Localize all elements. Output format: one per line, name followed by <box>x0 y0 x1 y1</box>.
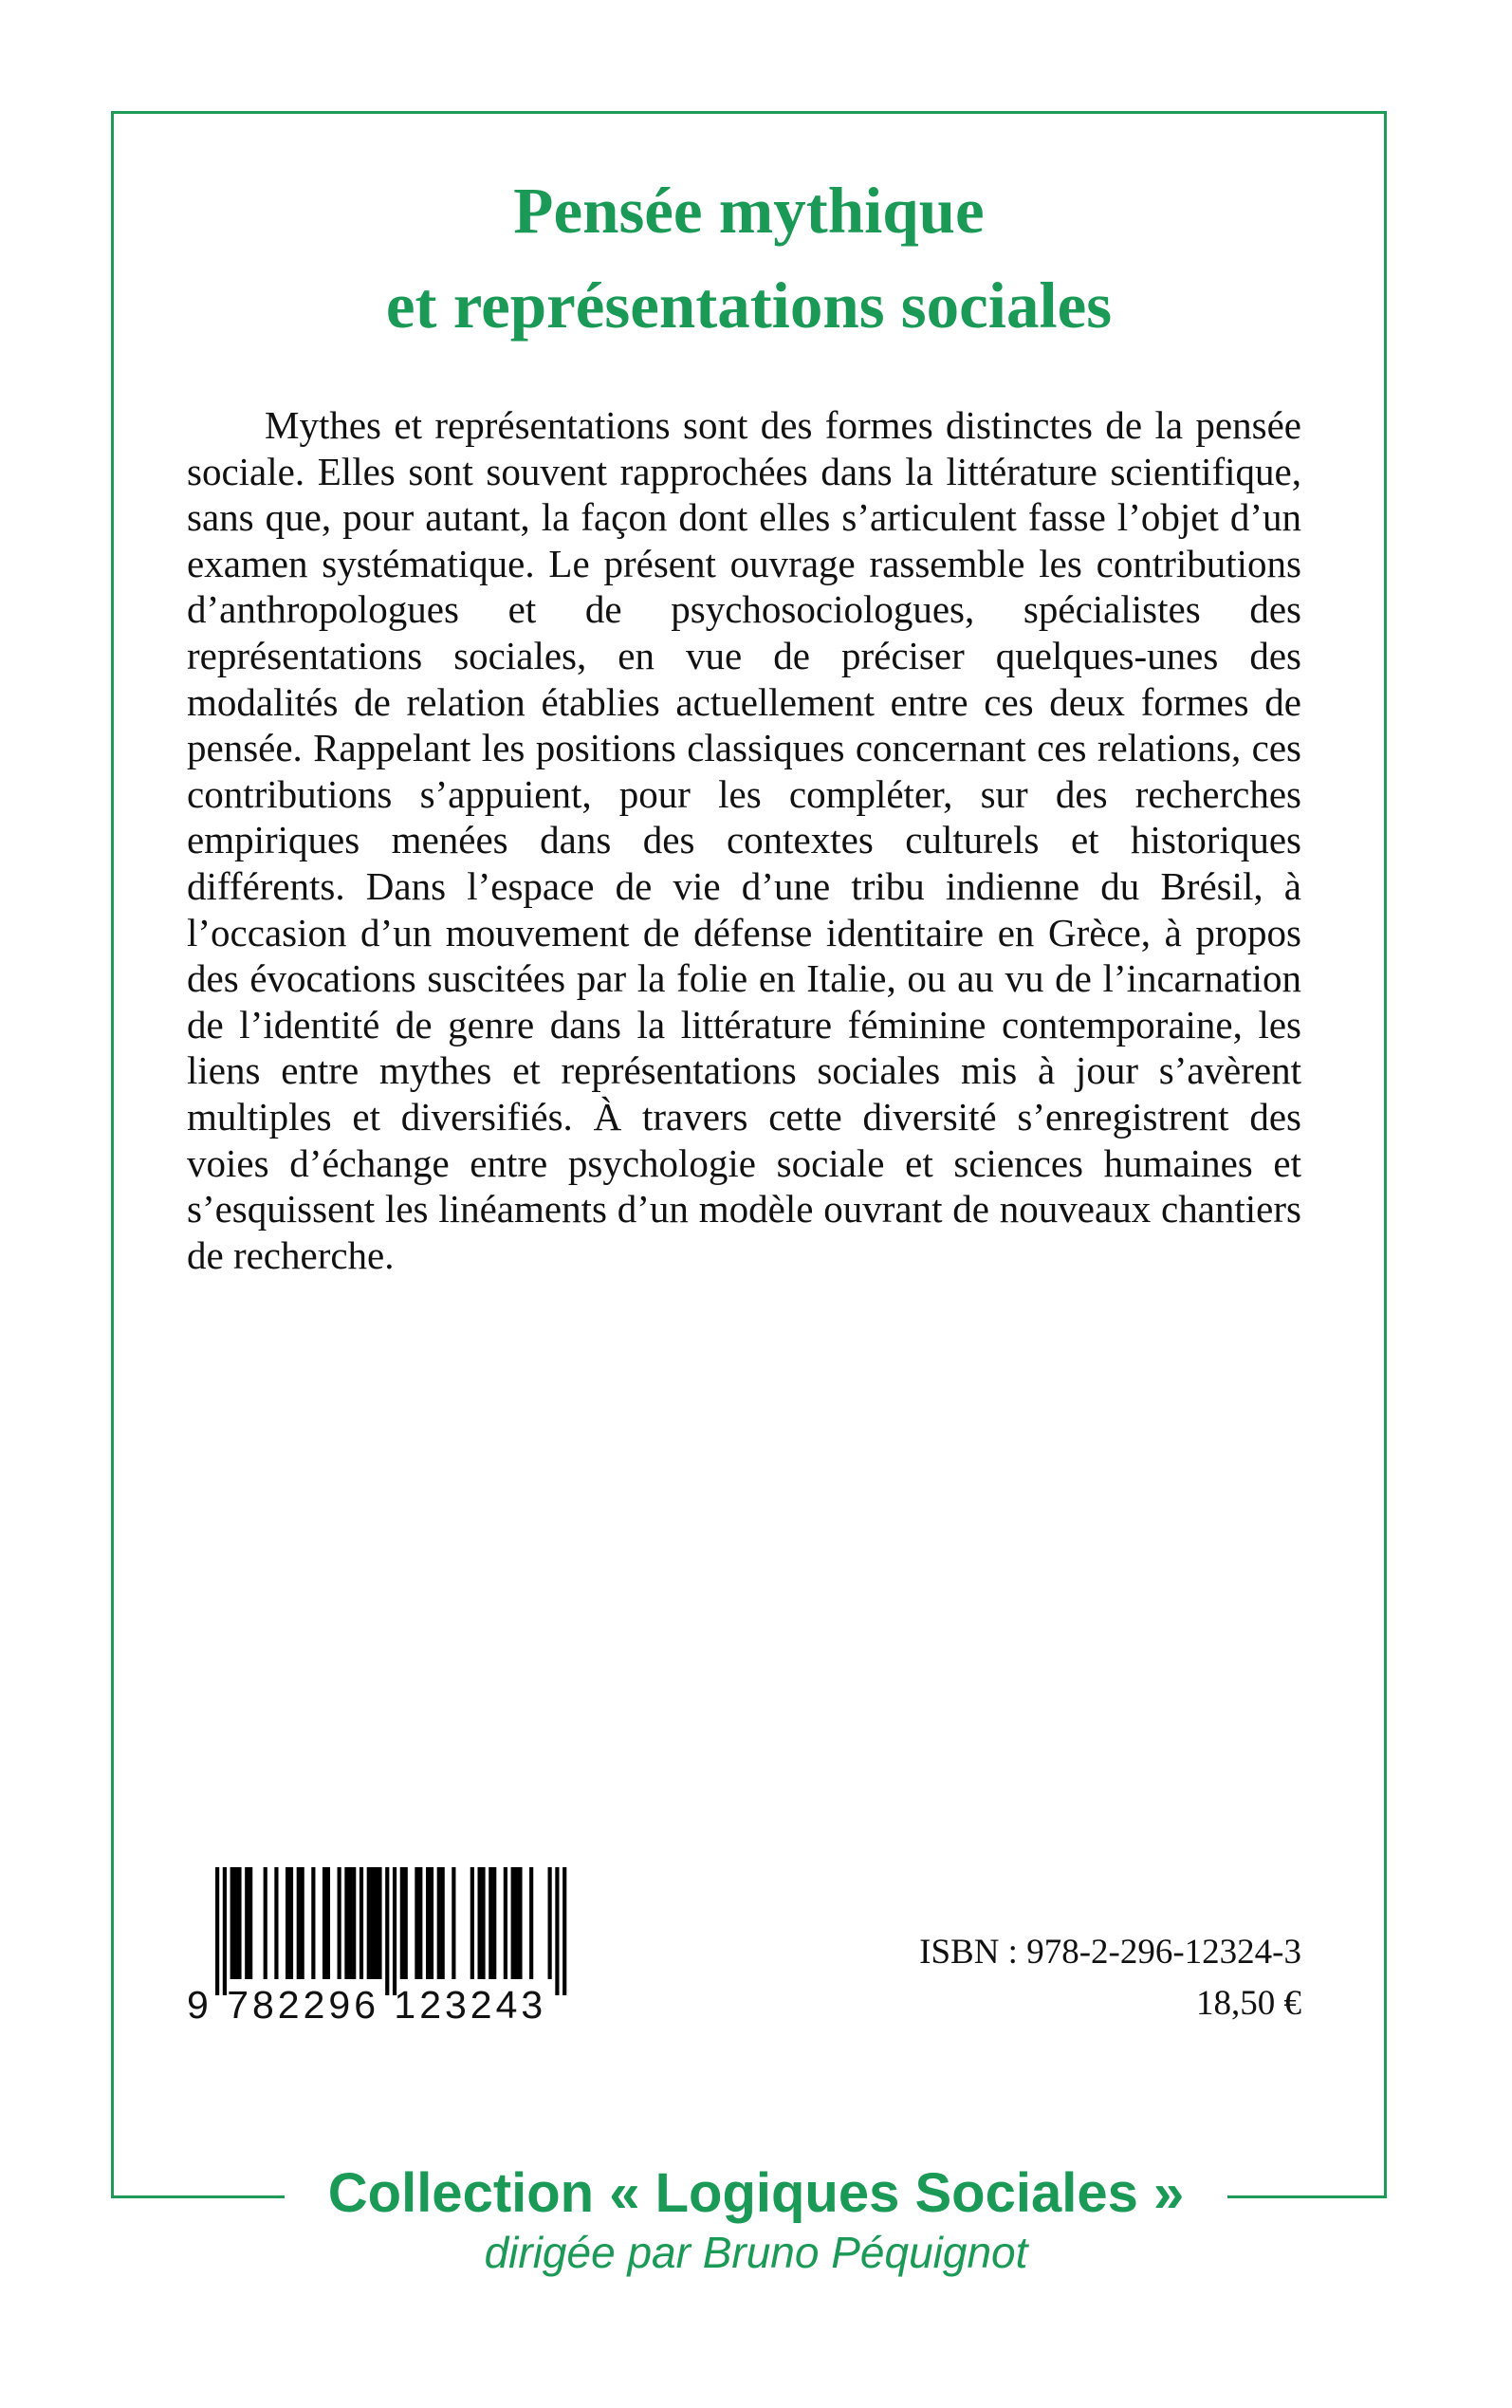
barcode-bar <box>452 1867 455 1979</box>
barcode-bar <box>286 1867 289 1979</box>
barcode-bar <box>371 1867 375 1979</box>
barcode-bar <box>415 1867 418 1979</box>
barcode-bar <box>511 1867 515 1979</box>
book-title-line-2: et représentations sociales <box>385 269 1113 342</box>
barcode-bar <box>245 1867 249 1979</box>
barcode-bar <box>326 1867 330 1979</box>
barcode-bar <box>378 1867 381 1979</box>
barcode-bar <box>360 1867 363 1979</box>
back-cover-summary: Mythes et représentations sont des formes distinctes de la pensée sociale. Elles sont souvent rapprochées dans la littérature scientifique, sans que, pour autant, la façon dont elles s’articulent fasse l’objet d’un examen systématique. Le présent ouvrage rassemble les contributions d’anthropologues et de psychosociologues, spécialistes des représentations sociales, en vue de préciser quelques-unes des modalités de relation établies actuellement entre ces deux formes de pensée. Rappelant les positions classiques concernant ces relations, ces contributions s’appuient, pour les compléter, sur des recherches empiriques menées dans des contextes culturels et historiques différents. Dans l’espace de vie d’une tribu indienne du Brésil, à l’occasion d’un mouvement de défense identitaire en Grèce, à propos des évocations suscitées par la folie en Italie, ou au vu de l’incarnation de l’identité de genre dans la littérature féminine contemporaine, les liens entre mythes et représentations sociales mis à jour s’avèrent multiples et diversifiés. À travers cette diversité s’enregistrent des voies d’échange entre psychologie sociale et sciences humaines et s’esquissent les linéaments d’un modèle ouvrant de nouveaux chantiers de recherche. <box>187 403 1301 1277</box>
barcode-bar <box>404 1867 408 1979</box>
barcode-bar <box>481 1867 485 1979</box>
barcode-bar <box>492 1867 496 1979</box>
book-title <box>111 163 1387 353</box>
barcode-bar <box>297 1867 301 1979</box>
barcode-bar <box>548 1867 552 1979</box>
barcode-bar <box>514 1867 518 1979</box>
barcode-bar <box>441 1867 445 1979</box>
barcode-bar <box>430 1867 433 1979</box>
barcode-bar <box>274 1867 278 1979</box>
barcode-bar <box>418 1867 422 1979</box>
barcode-bar <box>344 1867 348 1979</box>
barcode-bars <box>187 1867 568 1995</box>
barcode-bar <box>301 1867 304 1979</box>
barcode-bar <box>352 1867 356 1979</box>
barcode-bar <box>470 1867 474 1979</box>
barcode-bar <box>393 1867 396 1995</box>
barcode-bar <box>289 1867 293 1979</box>
barcode-bar <box>230 1867 234 1979</box>
barcode-bar <box>555 1867 559 1995</box>
barcode-bar <box>400 1867 404 1979</box>
price-label: 18,50 € <box>1196 1984 1301 2023</box>
barcode-bar <box>489 1867 492 1979</box>
barcode-bar <box>311 1867 315 1979</box>
barcode-digits: 9 782296 123243 <box>187 1983 547 2027</box>
collection-editor: dirigée par Bruno Péquignot <box>484 2228 1028 2277</box>
barcode-bar <box>374 1867 378 1979</box>
barcode-bar <box>385 1867 389 1995</box>
collection-block <box>285 2161 1227 2294</box>
barcode-bar <box>348 1867 352 1979</box>
barcode-bar <box>264 1867 267 1979</box>
barcode-bar <box>237 1867 241 1979</box>
barcode-bar <box>437 1867 441 1979</box>
barcode-bar <box>215 1867 219 1995</box>
barcode-bar <box>367 1867 371 1979</box>
barcode-bar <box>233 1867 237 1979</box>
barcode-bar <box>562 1867 566 1995</box>
barcode-bar <box>518 1867 522 1979</box>
collection-name: Collection « Logiques Sociales » <box>327 2162 1185 2224</box>
book-title-line-1: Pensée mythique <box>513 175 985 247</box>
barcode-bar <box>529 1867 533 1979</box>
barcode-bar <box>338 1867 341 1979</box>
isbn-barcode <box>187 1867 568 2030</box>
barcode-bar <box>426 1867 430 1979</box>
isbn-number: ISBN : 978-2-296-12324-3 <box>919 1933 1301 1972</box>
barcode-bar <box>323 1867 326 1979</box>
barcode-bar <box>504 1867 507 1979</box>
barcode-bar <box>223 1867 227 1995</box>
barcode-bar <box>249 1867 252 1979</box>
barcode-bar <box>478 1867 482 1979</box>
